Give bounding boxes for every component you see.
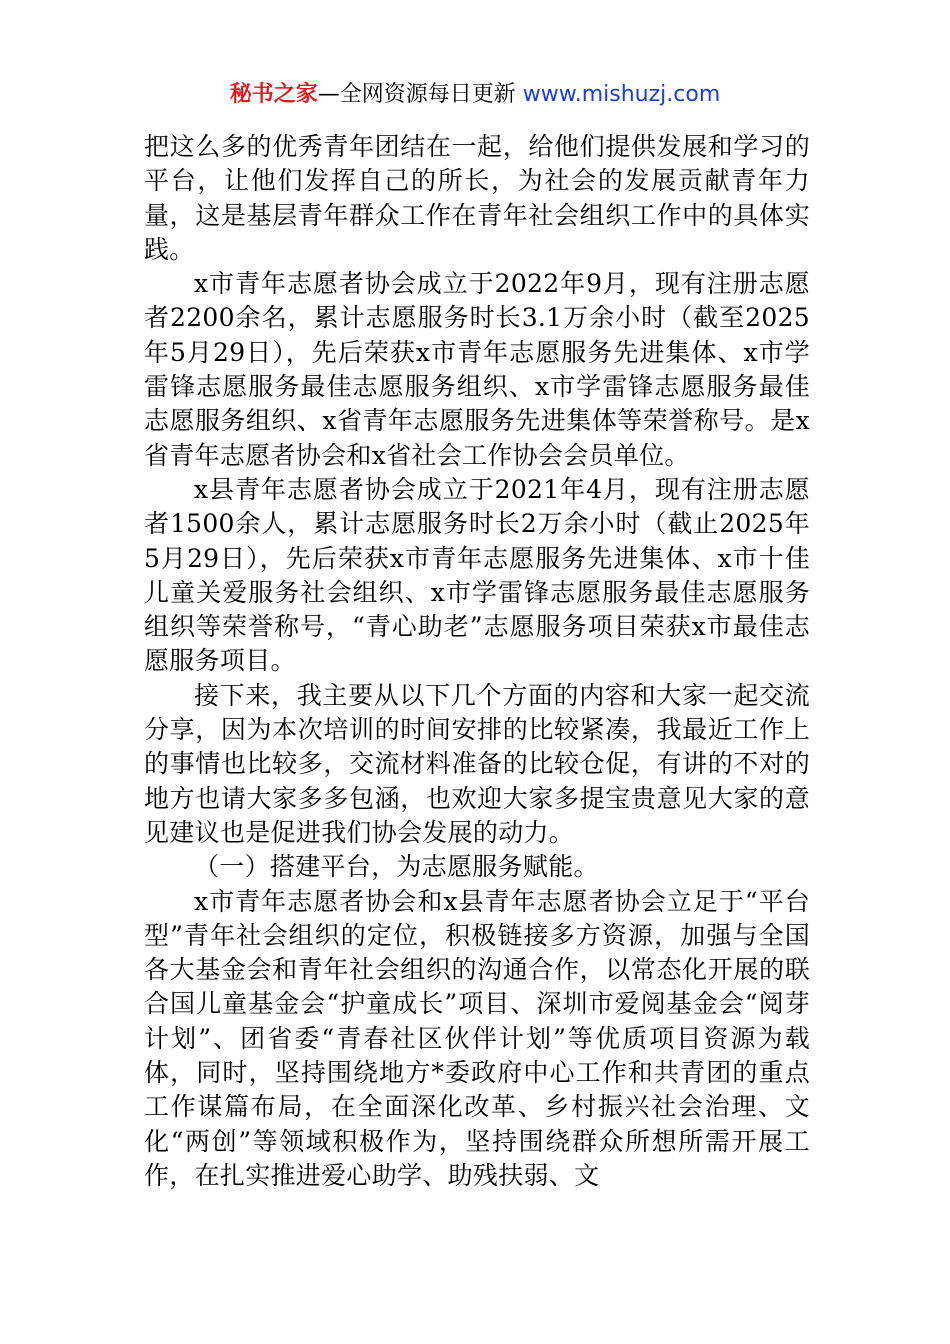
paragraph-3: x县青年志愿者协会成立于2021年4月，现有注册志愿者1500余人，累计志愿服务时长2万余小时（截止2025年5月29日），先后荣获x市青年志愿服务先进集体、x市十佳儿童关爱服务社会组织、x市学雷锋志愿服务最佳志愿服务组织等荣誉称号，“青心助老”志愿服务项目荣获x市最佳志愿服务项目。 — [144, 474, 810, 676]
section-heading: （一）搭建平台，为志愿服务赋能。 — [194, 852, 599, 882]
page-header — [0, 78, 950, 112]
header-tagline: —全网资源每日更新 — [317, 82, 523, 107]
brand-name: 秘书之家 — [229, 82, 318, 107]
paragraph-4: 接下来，我主要从以下几个方面的内容和大家一起交流分享，因为本次培训的时间安排的比较紧凑，我最近工作上的事情也比较多，交流材料准备的比较仓促，有讲的不对的地方也请大家多多包涵，也欢迎大家多提宝贵意见大家的意见建议也是促进我们协会发展的动力。 — [144, 680, 810, 847]
paragraph-1: 把这么多的优秀青年团结在一起，给他们提供发展和学习的平台，让他们发挥自己的所长，为社会的发展贡献青年力量，这是基层青年群众工作在青年社会组织工作中的具体实践。 — [144, 132, 810, 264]
site-url-link[interactable]: www.mishuzj.com — [522, 82, 721, 107]
paragraph-2: x市青年志愿者协会成立于2022年9月，现有注册志愿者2200余名，累计志愿服务时长3.1万余小时（截至2025年5月29日），先后荣获x市青年志愿服务先进集体、x市学雷锋志愿服务最佳志愿服务组织、x市学雷锋志愿服务最佳志愿服务组织、x省青年志愿服务先进集体等荣誉称号。是x省青年志愿者协会和x省社会工作协会会员单位。 — [144, 269, 810, 470]
document-body — [144, 130, 810, 1193]
paragraph-5: x市青年志愿者协会和x县青年志愿者协会立足于“平台型”青年社会组织的定位，积极链接多方资源，加强与全国各大基金会和青年社会组织的沟通合作，以常态化开展的联合国儿童基金会“护童成长”项目、深圳市爱阅基金会“阅芽计划”、团省委“青春社区伙伴计划”等优质项目资源为载体，同时，坚持围绕地方*委政府中心工作和共青团的重点工作谋篇布局，在全面深化改革、乡村振兴社会治理、文化“两创”等领域积极作为，坚持围绕群众所想所需开展工作，在扎实推进爱心助学、助残扶弱、文 — [144, 886, 810, 1190]
